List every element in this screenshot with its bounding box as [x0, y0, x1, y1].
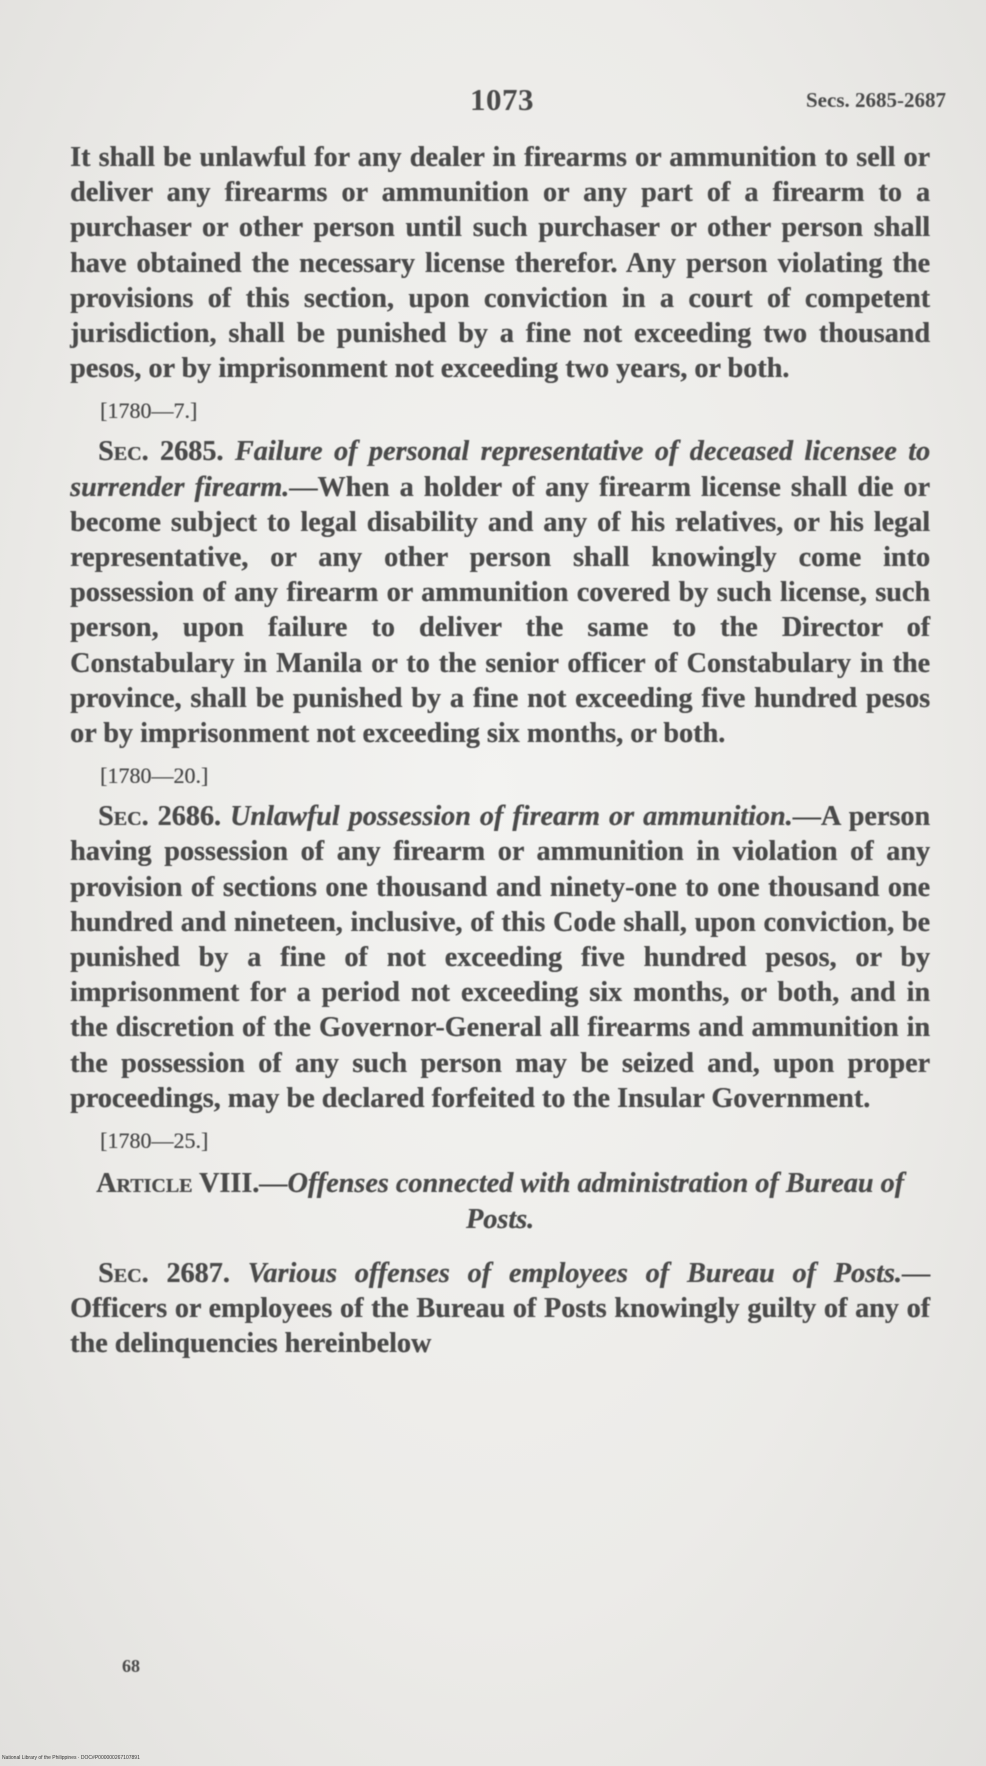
- page-header: [0, 82, 986, 122]
- section-title: Unlawful possession of firearm or ammunition.: [229, 801, 793, 833]
- article-title: —Offenses connected with administration of Bureau of Posts.: [259, 1168, 904, 1236]
- section-label: Sec. 2685.: [98, 436, 224, 468]
- section-2687: [70, 1256, 930, 1362]
- section-2686: [70, 799, 930, 1116]
- section-label: Sec. 2687.: [98, 1258, 230, 1290]
- citation: [1780—25.]: [100, 1128, 209, 1154]
- article-label: Article VIII.: [96, 1168, 260, 1200]
- section-range: Secs. 2685-2687: [806, 88, 946, 112]
- citation: [1780—20.]: [100, 763, 209, 789]
- section-2685: [70, 434, 930, 751]
- citation: [1780—7.]: [100, 398, 198, 424]
- section-text: —A person having possession of any firearm or ammunition in violation of any provision of sections one thousand and ninety-one to one thousand one hundred and nineteen, inclusive, of this Code shall, upon conviction, be punished by a fine of not exceeding five hundred pesos, or by imprisonment for a period not exceeding six months, or both, and in the discretion of the Governor-General all firearms and ammunition in the possession of any such person may be seized and, upon proper proceedings, may be declared forfeited to the Insular Government.: [70, 801, 931, 1114]
- section-title: Various offenses of employees of Bureau of Posts.: [247, 1258, 902, 1290]
- section-text: —Officers or employees of the Bureau of Posts knowingly guilty of any of the delinquencies hereinbelow: [70, 1258, 930, 1360]
- article-heading: [70, 1166, 930, 1238]
- scan-credit: National Library of the Philippines · DOC#P000000267107891: [2, 1755, 140, 1761]
- continued-paragraph: It shall be unlawful for any dealer in firearms or ammunition to sell or deliver any firearms or ammunition or any part of a firearm to a purchaser or other person until such purchaser or other person shall have obtained the necessary license therefor. Any person violating the provisions of this section, upon conviction in a court of competent jurisdiction, shall be punished by a fine not exceeding two thousand pesos, or by imprisonment not exceeding two years, or both.: [70, 142, 930, 385]
- section-title: Failure of personal representative of deceased licensee to surrender firearm.: [70, 436, 931, 503]
- section-text: —When a holder of any firearm license shall die or become subject to legal disability and any of his relatives, or his legal representative, or any other person shall knowingly come into possession of any firearm or ammunition covered by such license, such person, upon failure to deliver the same to the Director of Constabulary in Manila or to the senior officer of Constabulary in the province, shall be punished by a fine not exceeding five hundred pesos or by imprisonment not exceeding six months, or both.: [70, 471, 930, 750]
- section-label: Sec. 2686.: [98, 801, 221, 833]
- page-body: [70, 140, 930, 1362]
- page-number: 1073: [470, 82, 534, 117]
- signature-mark: 68: [122, 1656, 140, 1676]
